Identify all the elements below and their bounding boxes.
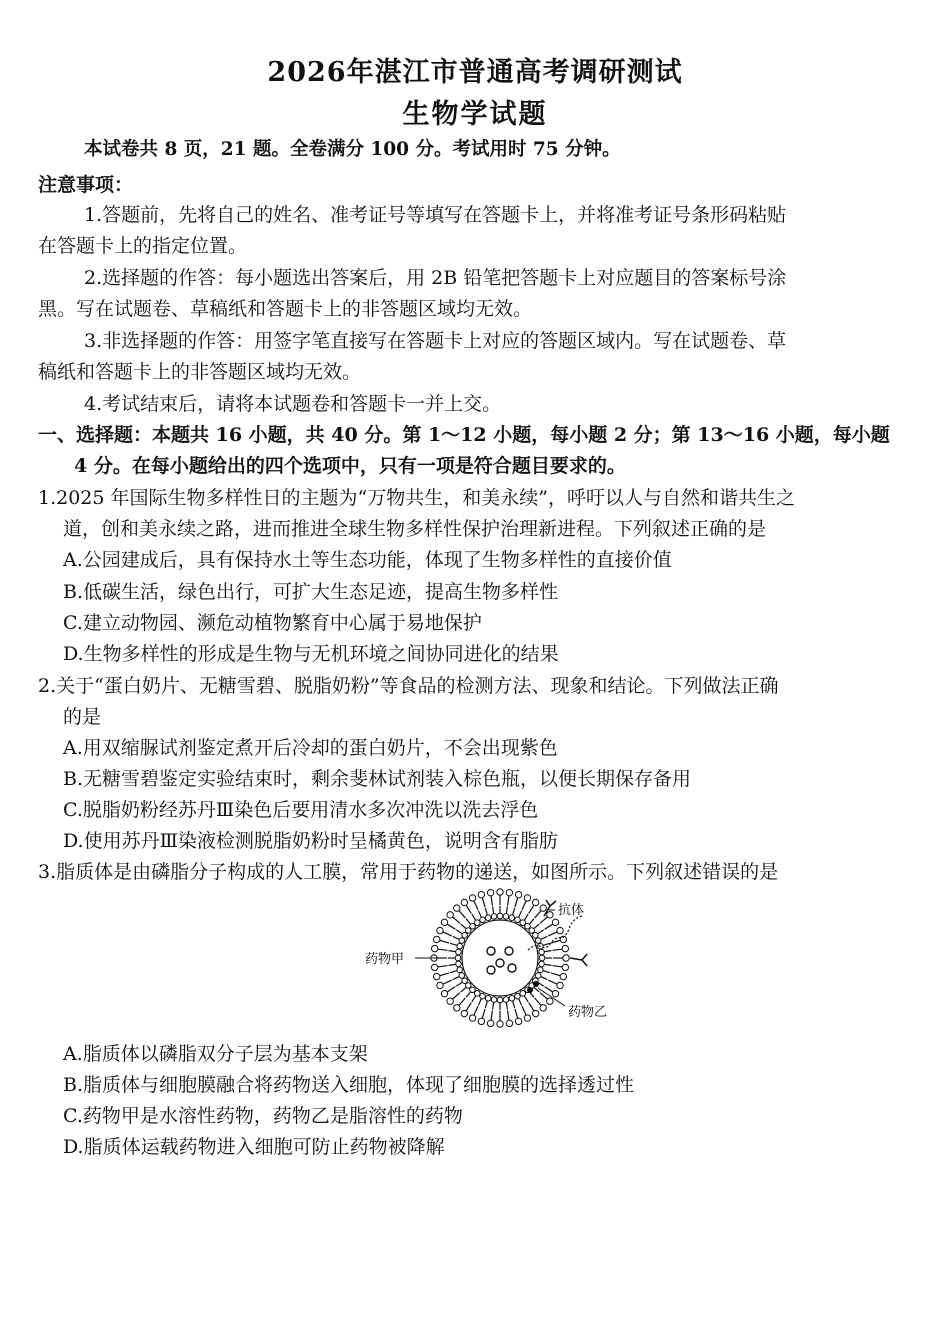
note-1-line-1: 1.答题前，先将自己的姓名、准考证号等填写在答题卡上，并将准考证号条形码粘贴: [84, 204, 787, 226]
q3-option-a: A.脂质体以磷脂双分子层为基本支架: [63, 1043, 368, 1065]
phospholipid-tail: [478, 999, 481, 1005]
phospholipid-head: [462, 978, 468, 984]
phospholipid-tail: [538, 930, 544, 934]
phospholipid-head: [552, 990, 558, 996]
phospholipid-head: [441, 919, 447, 925]
phospholipid-head: [431, 964, 437, 970]
phospholipid-tail: [522, 901, 526, 910]
phospholipid-tail: [508, 896, 509, 906]
liposome-figure: [360, 888, 630, 1028]
phospholipid-head: [520, 991, 526, 997]
exam-info: 本试卷共 8 页，21 题。全卷满分 100 分。考试用时 75 分钟。: [84, 139, 621, 160]
phospholipid-head: [431, 945, 437, 951]
phospholipid-head: [506, 889, 512, 895]
phospholipid-tail: [453, 936, 459, 939]
phospholipid-tail: [443, 980, 452, 984]
phospholipid-tail: [474, 1006, 478, 1015]
phospholipid-tail: [491, 896, 492, 906]
phospholipid-tail: [453, 977, 459, 980]
phospholipid-tail: [548, 980, 557, 984]
phospholipid-head: [539, 949, 545, 955]
phospholipid-head: [478, 891, 484, 897]
q2-option-c: C.脱脂奶粉经苏丹Ⅲ染色后要用清水多次冲洗以洗去浮色: [63, 799, 539, 821]
phospholipid-tail: [450, 943, 457, 945]
phospholipid-head: [509, 915, 515, 921]
phospholipid-head: [535, 938, 541, 944]
phospholipid-tail: [491, 1010, 492, 1020]
note-2-line-2: 黑。写在试题卷、草稿纸和答题卡上的非答题区域均无效。: [38, 298, 533, 320]
phospholipid-head: [437, 982, 443, 988]
phospholipid-tail: [506, 907, 507, 914]
label-drug-a: 药物甲: [365, 952, 405, 967]
q2-stem-line-2: 的是: [63, 706, 102, 728]
q2-option-b: B.无糖雪碧鉴定实验结束时，剩余斐林试剂装入棕色瓶，以便长期保存备用: [63, 768, 692, 790]
phospholipid-tail: [524, 914, 528, 920]
q3-stem: 3.脂质体是由磷脂分子构成的人工膜，常用于药物的递送，如图所示。下列叙述错误的是: [38, 861, 779, 883]
phospholipid-head: [547, 998, 553, 1004]
phospholipid-head: [562, 945, 568, 951]
phospholipid-head: [503, 997, 509, 1003]
q2-option-a: A.用双缩脲试剂鉴定煮开后冷却的蛋白奶片，不会出现紫色: [63, 737, 558, 759]
phospholipid-tail: [513, 1001, 515, 1008]
note-2-line-1: 2.选择题的作答：每小题选出答案后，用 2B 铅笔把答题卡上对应题目的答案标号涂: [84, 267, 787, 289]
phospholipid-head: [491, 914, 497, 920]
q1-stem-line-2: 道，创和美永续之路，进而推进全球生物多样性保护治理新进程。下列叙述正确的是: [63, 518, 767, 540]
q1-stem-line-1: 1.2025 年国际生物多样性日的主题为“万物共生，和美永续”，呼吁以人与自然和谐共生之: [38, 487, 795, 509]
phospholipid-head: [535, 973, 541, 979]
phospholipid-tail: [543, 943, 550, 945]
note-1-line-2: 在答题卡上的指定位置。: [38, 235, 248, 257]
phospholipid-head: [454, 905, 460, 911]
phospholipid-tail: [466, 919, 471, 924]
phospholipid-tail: [456, 982, 462, 986]
phospholipid-head: [487, 889, 493, 895]
phospholipid-head: [557, 927, 563, 933]
phospholipid-tail: [474, 901, 478, 910]
phospholipid-tail: [440, 973, 450, 976]
phospholipid-tail: [482, 1009, 485, 1019]
phospholipid-tail: [443, 932, 452, 936]
phospholipid-tail: [545, 924, 553, 929]
phospholipid-head: [515, 891, 521, 897]
q1-option-c: C.建立动物园、濒危动植物繁育中心属于易地保护: [63, 612, 482, 634]
phospholipid-head: [456, 961, 462, 967]
phospholipid-tail: [459, 910, 466, 918]
phospholipid-head: [547, 912, 553, 918]
phospholipid-tail: [485, 1001, 487, 1008]
phospholipid-tail: [522, 1006, 526, 1015]
phospholipid-head: [447, 912, 453, 918]
phospholipid-tail: [540, 917, 548, 924]
phospholipid-tail: [545, 964, 552, 965]
q1-option-b: B.低碳生活，绿色出行，可扩大生态足迹，提高生物多样性: [63, 581, 559, 603]
q2-option-d: D.使用苏丹Ⅲ染液检测脱脂奶粉时呈橘黄色，说明含有脂肪: [63, 830, 558, 852]
phospholipid-tail: [524, 996, 528, 1002]
phospholipid-head: [539, 955, 545, 961]
label-antibody: 抗体: [558, 903, 585, 918]
phospholipid-head: [562, 964, 568, 970]
q3-option-c: C.药物甲是水溶性药物，药物乙是脂溶性的药物: [63, 1105, 463, 1127]
phospholipid-head: [478, 1018, 484, 1024]
phospholipid-head: [532, 1010, 538, 1016]
phospholipid-tail: [452, 993, 460, 1000]
phospholipid-head: [509, 995, 515, 1001]
q1-option-a: A.公园建成后，具有保持水土等生态功能，体现了生物多样性的直接价值: [63, 549, 672, 571]
phospholipid-tail: [493, 907, 494, 914]
phospholipid-tail: [485, 908, 487, 915]
notes-heading: 注意事项：: [38, 174, 134, 196]
phospholipid-tail: [543, 971, 550, 973]
phospholipid-head: [539, 961, 545, 967]
phospholipid-head: [433, 973, 439, 979]
phospholipid-head: [524, 895, 530, 901]
phospholipid-tail: [548, 932, 557, 936]
section-1-line-2: 4 分。在每小题给出的四个选项中，只有一项是符合题目要求的。: [74, 455, 626, 477]
phospholipid-head: [461, 899, 467, 905]
phospholipid-head: [437, 927, 443, 933]
label-drug-b: 药物乙: [568, 1005, 608, 1020]
phospholipid-tail: [472, 996, 476, 1002]
phospholipid-tail: [529, 1003, 534, 1011]
phospholipid-tail: [478, 911, 481, 917]
phospholipid-head: [497, 1021, 503, 1027]
phospholipid-head: [456, 949, 462, 955]
section-1-line-1: 一、选择题：本题共 16 小题，共 40 分。第 1～12 小题，每小题 2 分；第 13～16 小题，每小题: [38, 424, 890, 446]
phospholipid-head: [454, 1005, 460, 1011]
phospholipid-head: [497, 889, 503, 895]
phospholipid-head: [433, 936, 439, 942]
phospholipid-tail: [449, 964, 456, 965]
phospholipid-tail: [449, 951, 456, 952]
phospholipid-head: [491, 997, 497, 1003]
phospholipid-tail: [466, 905, 471, 913]
phospholipid-head: [469, 1015, 475, 1021]
phospholipid-tail: [515, 1009, 518, 1019]
phospholipid-head: [557, 982, 563, 988]
phospholipid-tail: [529, 919, 534, 924]
q1-option-d: D.生物多样性的形成是生物与无机环境之间协同进化的结果: [63, 643, 559, 665]
phospholipid-tail: [461, 987, 466, 992]
phospholipid-tail: [466, 992, 471, 997]
phospholipid-tail: [466, 1003, 471, 1011]
phospholipid-tail: [541, 936, 547, 939]
phospholipid-tail: [506, 1003, 507, 1010]
drug-a-molecules: [487, 947, 516, 974]
q2-stem-line-1: 2.关于“蛋白奶片、无糖雪碧、脱脂奶粉”等食品的检测方法、现象和结论。下列做法正确: [38, 675, 779, 697]
phospholipid-head: [474, 920, 480, 926]
phospholipid-tail: [456, 930, 462, 934]
phospholipid-tail: [450, 971, 457, 973]
phospholipid-tail: [493, 1003, 494, 1010]
phospholipid-tail: [459, 998, 466, 1006]
phospholipid-tail: [447, 924, 455, 929]
phospholipid-head: [552, 919, 558, 925]
phospholipid-head: [447, 998, 453, 1004]
phospholipid-tail: [545, 951, 552, 952]
phospholipid-head: [537, 967, 543, 973]
phospholipid-head: [485, 915, 491, 921]
phospholipid-head: [503, 914, 509, 920]
phospholipid-tail: [551, 973, 561, 976]
phospholipid-head: [524, 1015, 530, 1021]
phospholipid-tail: [541, 977, 547, 980]
phospholipid-head: [532, 899, 538, 905]
phospholipid-head: [487, 1020, 493, 1026]
phospholipid-tail: [515, 898, 518, 908]
note-3-line-2: 稿纸和答题卡上的非答题区域均无效。: [38, 361, 362, 383]
phospholipid-tail: [545, 987, 553, 992]
exam-subtitle: 生物学试题: [402, 99, 548, 130]
phospholipid-head: [457, 967, 463, 973]
phospholipid-tail: [447, 987, 455, 992]
phospholipid-tail: [440, 940, 450, 943]
phospholipid-tail: [508, 1010, 509, 1020]
phospholipid-tail: [513, 908, 515, 915]
phospholipid-head: [461, 1010, 467, 1016]
phospholipid-head: [497, 997, 503, 1003]
phospholipid-head: [506, 1020, 512, 1026]
phospholipid-tail: [519, 999, 522, 1005]
phospholipid-tail: [482, 898, 485, 908]
exam-title: 2026年湛江市普通高考调研测试: [267, 57, 683, 88]
phospholipid-tail: [535, 998, 542, 1006]
phospholipid-tail: [552, 949, 562, 950]
q3-option-b: B.脂质体与细胞膜融合将药物送入细胞，体现了细胞膜的选择透过性: [63, 1074, 635, 1096]
phospholipid-tail: [452, 917, 460, 924]
phospholipid-tail: [519, 911, 522, 917]
phospholipid-head: [457, 943, 463, 949]
q3-option-d: D.脂质体运载药物进入细胞可防止药物被降解: [63, 1136, 445, 1158]
phospholipid-head: [459, 938, 465, 944]
phospholipid-head: [515, 1018, 521, 1024]
phospholipid-tail: [461, 924, 466, 929]
phospholipid-head: [515, 917, 521, 923]
phospholipid-head: [459, 973, 465, 979]
phospholipid-tail: [552, 966, 562, 967]
phospholipid-head: [485, 995, 491, 1001]
phospholipid-head: [560, 973, 566, 979]
phospholipid-head: [469, 895, 475, 901]
phospholipid-head: [540, 1005, 546, 1011]
phospholipid-tail: [534, 924, 539, 929]
inner-core-boundary: [462, 920, 538, 996]
phospholipid-head: [533, 932, 539, 938]
phospholipid-tail: [438, 949, 448, 950]
phospholipid-tail: [529, 905, 534, 913]
phospholipid-head: [563, 955, 569, 961]
phospholipid-head: [480, 917, 486, 923]
phospholipid-head: [441, 990, 447, 996]
phospholipid-head: [455, 955, 461, 961]
phospholipid-head: [540, 905, 546, 911]
phospholipid-tail: [472, 914, 476, 920]
note-4: 4.考试结束后，请将本试题卷和答题卡一并上交。: [84, 393, 502, 415]
phospholipid-tail: [535, 910, 542, 918]
note-3-line-1: 3.非选择题的作答：用签字笔直接写在答题卡上对应的答题区域内。写在试题卷、草: [84, 330, 787, 352]
phospholipid-head: [497, 913, 503, 919]
phospholipid-tail: [438, 966, 448, 967]
phospholipid-head: [515, 993, 521, 999]
phospholipid-head: [480, 993, 486, 999]
